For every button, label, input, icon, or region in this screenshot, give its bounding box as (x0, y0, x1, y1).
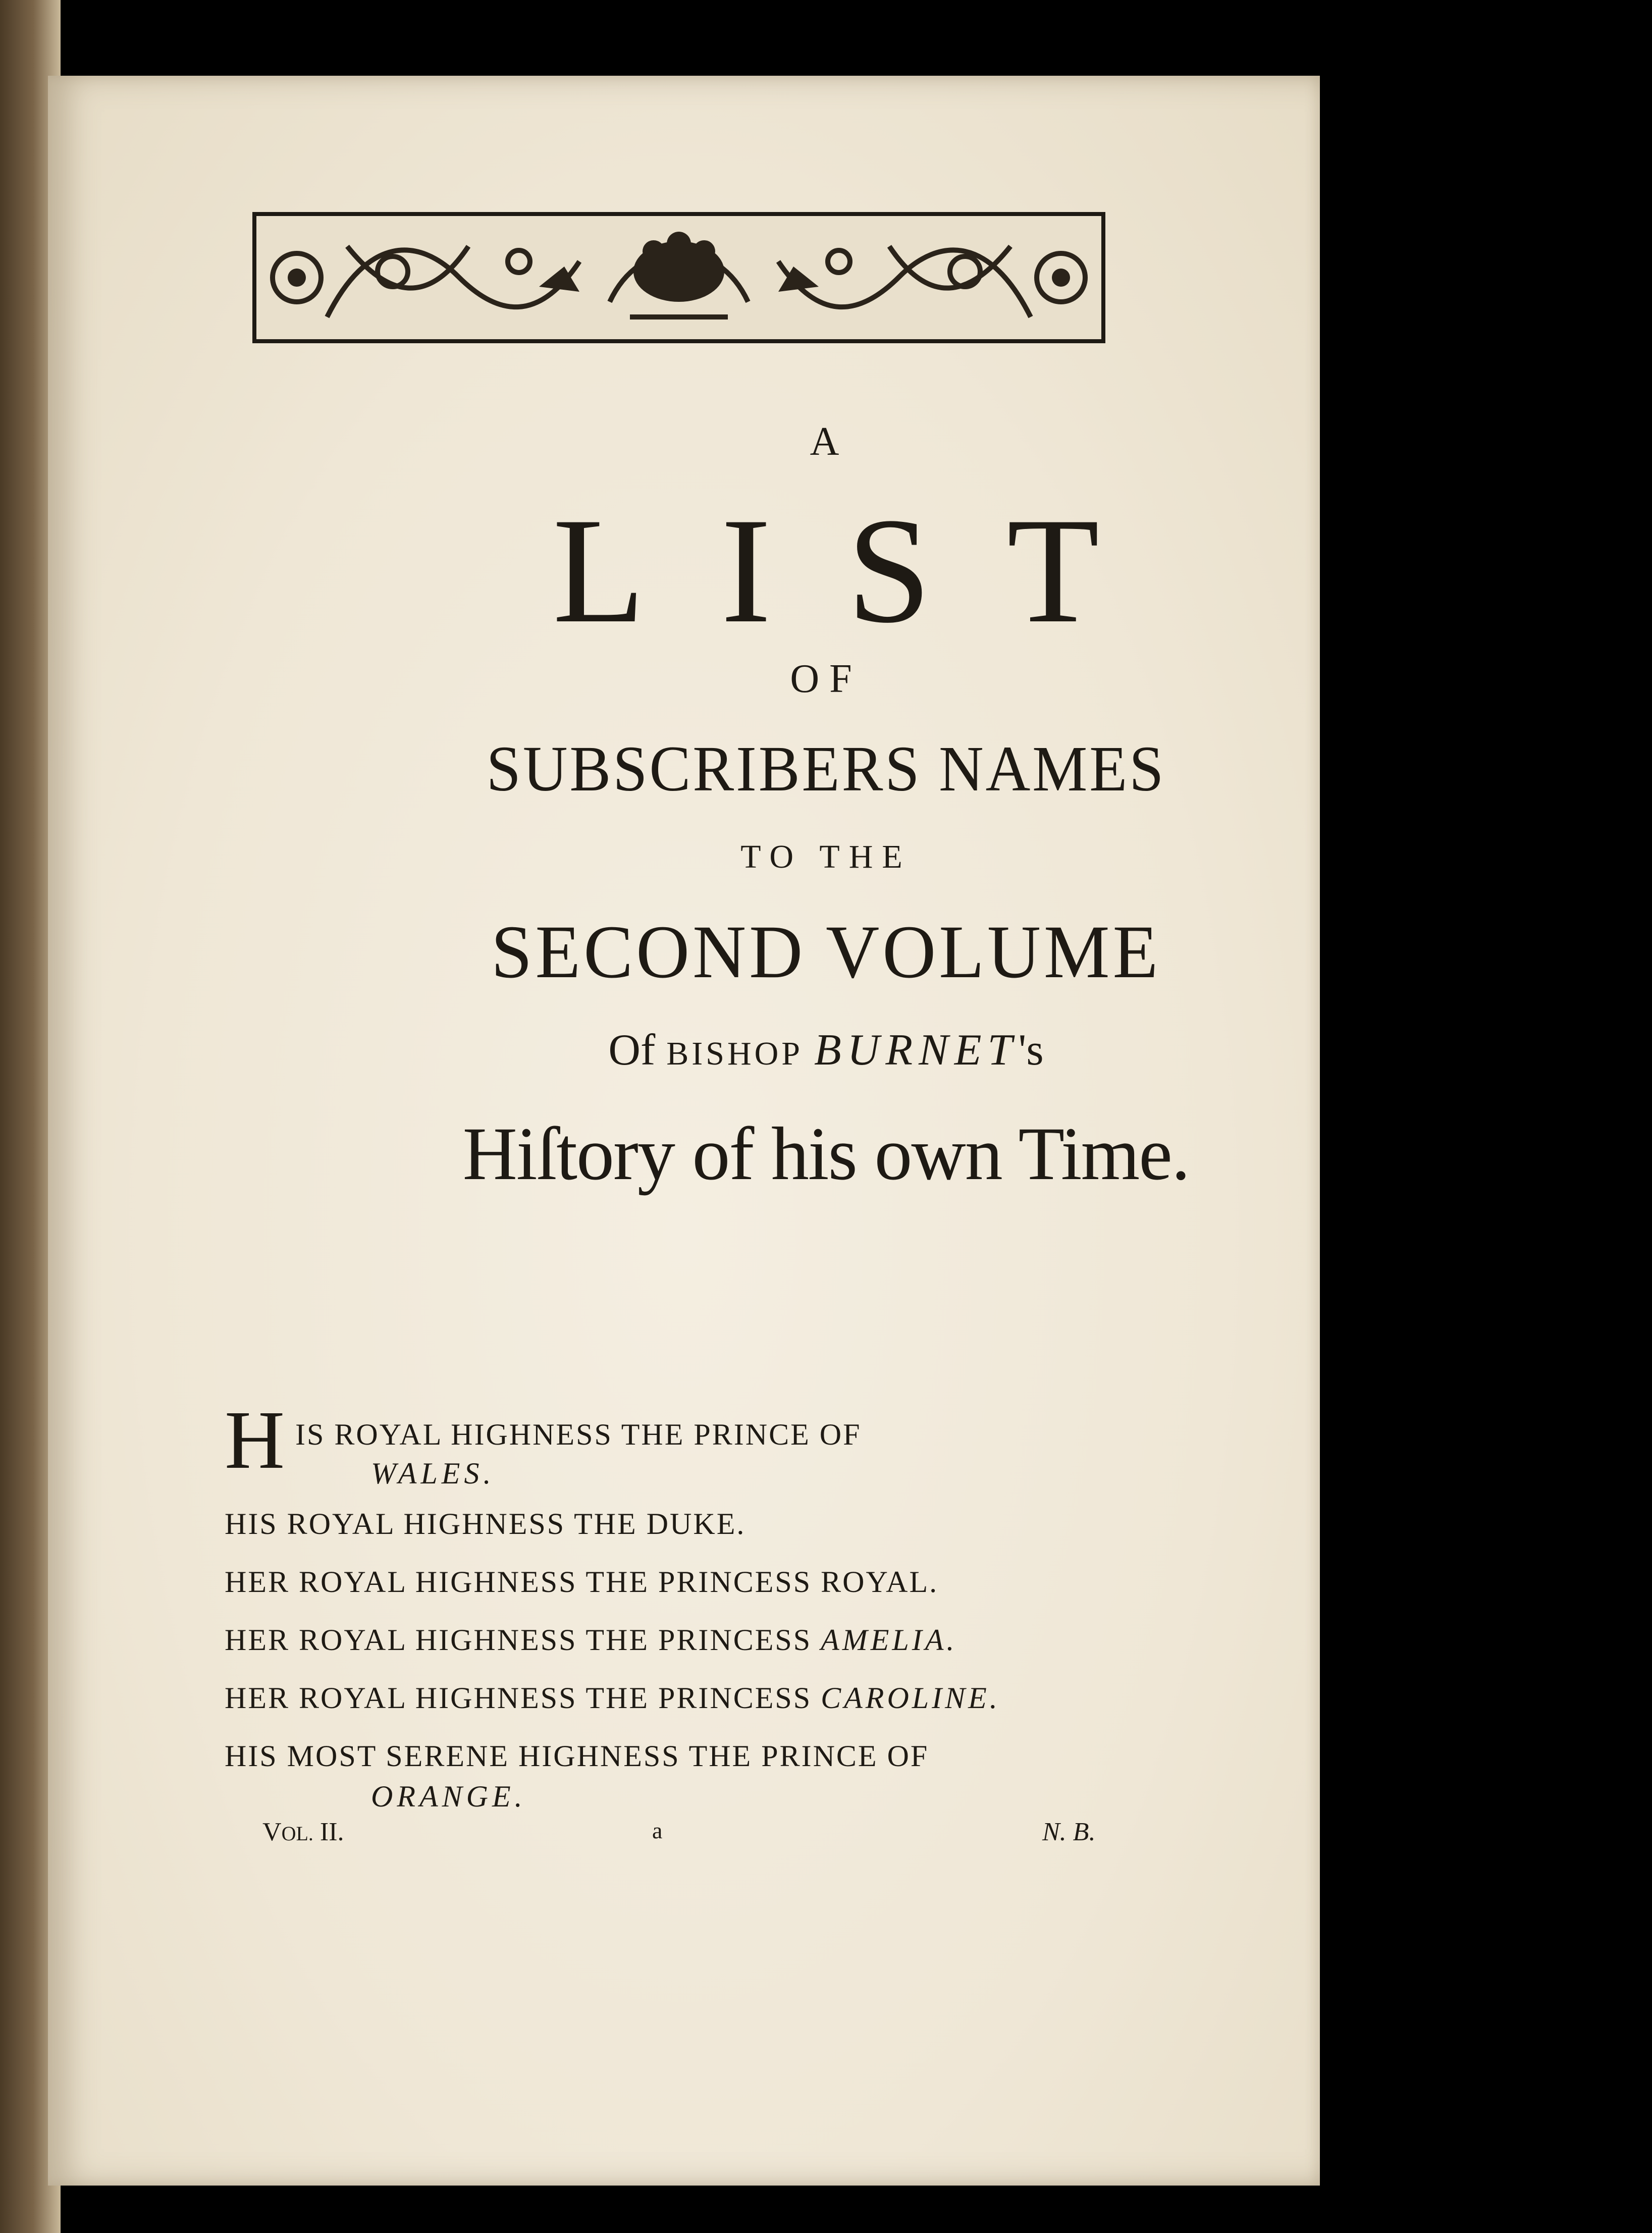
headpiece-ornament (252, 212, 1105, 343)
volume-prefix: V (262, 1818, 282, 1846)
catchword: N. B. (1042, 1818, 1096, 1846)
title-list: LIST (552, 487, 1176, 654)
volume-number: II. (319, 1818, 344, 1846)
entry-line2: ORANGE. (371, 1780, 526, 1813)
list-item: HER ROYAL HIGHNESS THE PRINCESS ROYAL. (225, 1565, 939, 1599)
entry-line2: WALES. (371, 1457, 495, 1490)
headpiece-ornament-icon (256, 216, 1101, 339)
entry-line1: HIS MOST SERENE HIGHNESS THE PRINCE OF (225, 1739, 929, 1773)
title-of-prefix: Of (608, 1026, 656, 1075)
entry-line1: IS ROYAL HIGHNESS THE PRINCE OF (295, 1418, 862, 1451)
list-item (225, 1623, 957, 1658)
list-item (225, 1681, 1000, 1716)
title-of: OF (790, 657, 862, 701)
title-subscribers-names: SUBSCRIBERS NAMES (486, 733, 1166, 805)
volume-rest: OL. (281, 1822, 313, 1845)
entry-text: HER ROYAL HIGHNESS THE PRINCESS (225, 1623, 821, 1657)
entry-name: AMELIA. (821, 1623, 957, 1657)
signature-mark: a (652, 1818, 663, 1843)
list-item (225, 1739, 929, 1813)
title-to-the: TO THE (740, 838, 912, 875)
drop-cap: H (225, 1394, 287, 1486)
entry-name: CAROLINE. (821, 1681, 1000, 1715)
title-possessive: 's (1018, 1026, 1044, 1075)
title-history: Hiſtory of his own Time. (462, 1112, 1190, 1196)
title-a: A (810, 419, 842, 464)
entry-text: HER ROYAL HIGHNESS THE PRINCESS (225, 1681, 821, 1715)
list-item: HIS ROYAL HIGHNESS THE DUKE. (225, 1507, 746, 1540)
volume-label (262, 1817, 344, 1847)
title-second-volume: SECOND VOLUME (491, 910, 1161, 994)
title-burnet: BURNET (814, 1026, 1019, 1075)
title-bishop: BISHOP (666, 1035, 804, 1072)
title-of-bishop-burnet (0, 1025, 1652, 1076)
